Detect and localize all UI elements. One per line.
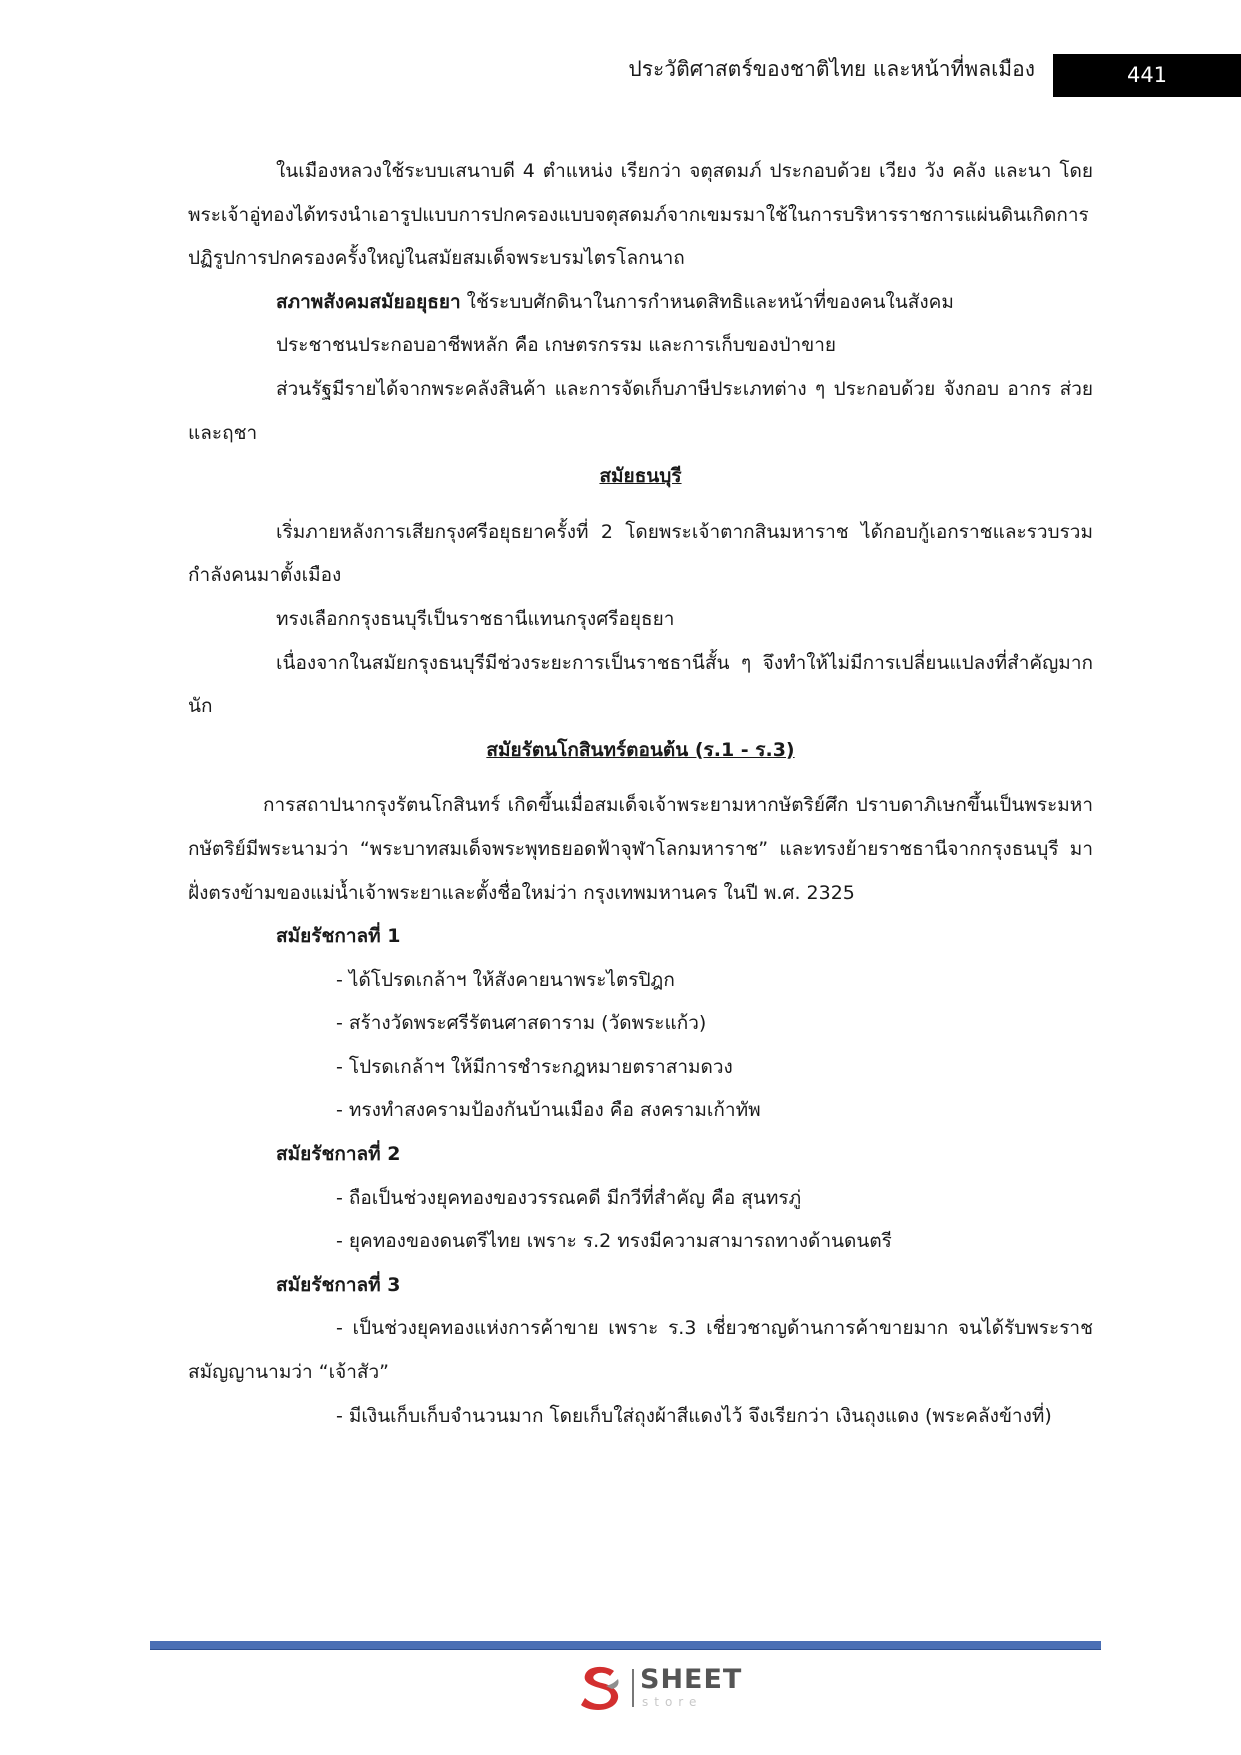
page-number: 441 <box>1053 54 1241 97</box>
paragraph-capital-administration: ในเมืองหลวงใช้ระบบเสนาบดี 4 ตำแหน่ง เรียกว่า จตุสดมภ์ ประกอบด้วย เวียง วัง คลัง และนา โดยพระเจ้าอู่ทองได้ทรงนำเอารูปแบบการปกครองแบบจตุสดมภ์จากเขมรมาใช้ในการบริหารราชการแผ่นดินเกิดการปฏิรูปการปกครองครั้งใหญ่ในสมัยสมเด็จพระบรมไตรโลกนาถ <box>188 160 1093 270</box>
page-content <box>188 150 1093 1438</box>
list-item: - ทรงทำสงครามป้องกันบ้านเมือง คือ สงครามเก้าทัพ <box>336 1099 761 1122</box>
list-item: - โปรดเกล้าฯ ให้มีการชำระกฎหมายตราสามดวง <box>336 1055 733 1078</box>
list-item: - ได้โปรดเกล้าฯ ให้สังคายนาพระไตรปิฎก <box>336 968 675 991</box>
paragraph-ayutthaya-society <box>188 281 1093 325</box>
text-ayutthaya-society: ใช้ระบบศักดินาในการกำหนดสิทธิและหน้าที่ของคนในสังคม <box>460 290 954 313</box>
paragraph-occupation: ประชาชนประกอบอาชีพหลัก คือ เกษตรกรรม และการเก็บของป่าขาย <box>276 334 837 357</box>
paragraph-thonburi-capital: ทรงเลือกกรุงธนบุรีเป็นราชธานีแทนกรุงศรีอยุธยา <box>276 607 675 630</box>
paragraph-state-income: ส่วนรัฐมีรายได้จากพระคลังสินค้า และการจัดเก็บภาษีประเภทต่าง ๆ ประกอบด้วย จังกอบ อากร ส่วย และฤชา <box>188 377 1093 444</box>
heading-thonburi: สมัยธนบุรี <box>599 465 682 488</box>
list-item: - มีเงินเก็บเก็บจำนวนมาก โดยเก็บใส่ถุงผ้าสีแดงไว้ จึงเรียกว่า เงินถุงแดง (พระคลังข้างที่) <box>336 1404 1052 1427</box>
paragraph-thonburi-start: เริ่มภายหลังการเสียกรุงศรีอยุธยาครั้งที่ 2 โดยพระเจ้าตากสินมหาราช ได้กอบกู้เอกราชและรวบรวมกำลังคนมาตั้งเมือง <box>188 520 1093 587</box>
header-title: ประวัติศาสตร์ของชาติไทย และหน้าที่พลเมือง <box>628 57 1035 81</box>
logo-text: SHEET <box>640 1664 743 1695</box>
heading-reign-3: สมัยรัชกาลที่ 3 <box>276 1273 401 1296</box>
list-item: - เป็นช่วงยุคทองแห่งการค้าขาย เพราะ ร.3 เชี่ยวชาญด้านการค้าขายมาก จนได้รับพระราชสมัญญานามว่า “เจ้าสัว” <box>188 1317 1093 1384</box>
logo-separator <box>632 1669 634 1707</box>
list-item: - ยุคทองของดนตรีไทย เพราะ ร.2 ทรงมีความสามารถทางด้านดนตรี <box>336 1230 892 1253</box>
footer-divider <box>150 1641 1101 1650</box>
paragraph-rattanakosin-founding: การสถาปนากรุงรัตนโกสินทร์ เกิดขึ้นเมื่อสมเด็จเจ้าพระยามหากษัตริย์ศึก ปราบดาภิเษกขึ้นเป็นพระมหากษัตริย์มีพระนามว่า “พระบาทสมเด็จพระพุทธยอดฟ้าจุฬาโลกมหาราช” และทรงย้ายราชธานีจากกรุงธนบุรี มาฝั่งตรงข้ามของแม่น้ำเจ้าพระยาและตั้งชื่อใหม่ว่า กรุงเทพมหานคร ในปี พ.ศ. 2325 <box>188 794 1093 904</box>
heading-early-rattanakosin: สมัยรัตนโกสินทร์ตอนต้น (ร.1 - ร.3) <box>486 738 795 761</box>
list-item: - สร้างวัดพระศรีรัตนศาสดาราม (วัดพระแก้ว) <box>336 1012 707 1035</box>
list-item: - ถือเป็นช่วงยุคทองของวรรณคดี มีกวีที่สำคัญ คือ สุนทรภู่ <box>336 1186 802 1209</box>
logo-subtext: store <box>642 1695 703 1709</box>
heading-reign-2: สมัยรัชกาลที่ 2 <box>276 1143 401 1166</box>
label-ayutthaya-society: สภาพสังคมสมัยอยุธยา <box>276 290 461 313</box>
sheet-store-logo <box>576 1663 746 1713</box>
sheet-logo-icon <box>576 1663 626 1713</box>
paragraph-thonburi-short: เนื่องจากในสมัยกรุงธนบุรีมีช่วงระยะการเป็นราชธานีสั้น ๆ จึงทำให้ไม่มีการเปลี่ยนแปลงที่สำคัญมากนัก <box>188 651 1093 718</box>
heading-reign-1: สมัยรัชกาลที่ 1 <box>276 925 401 948</box>
